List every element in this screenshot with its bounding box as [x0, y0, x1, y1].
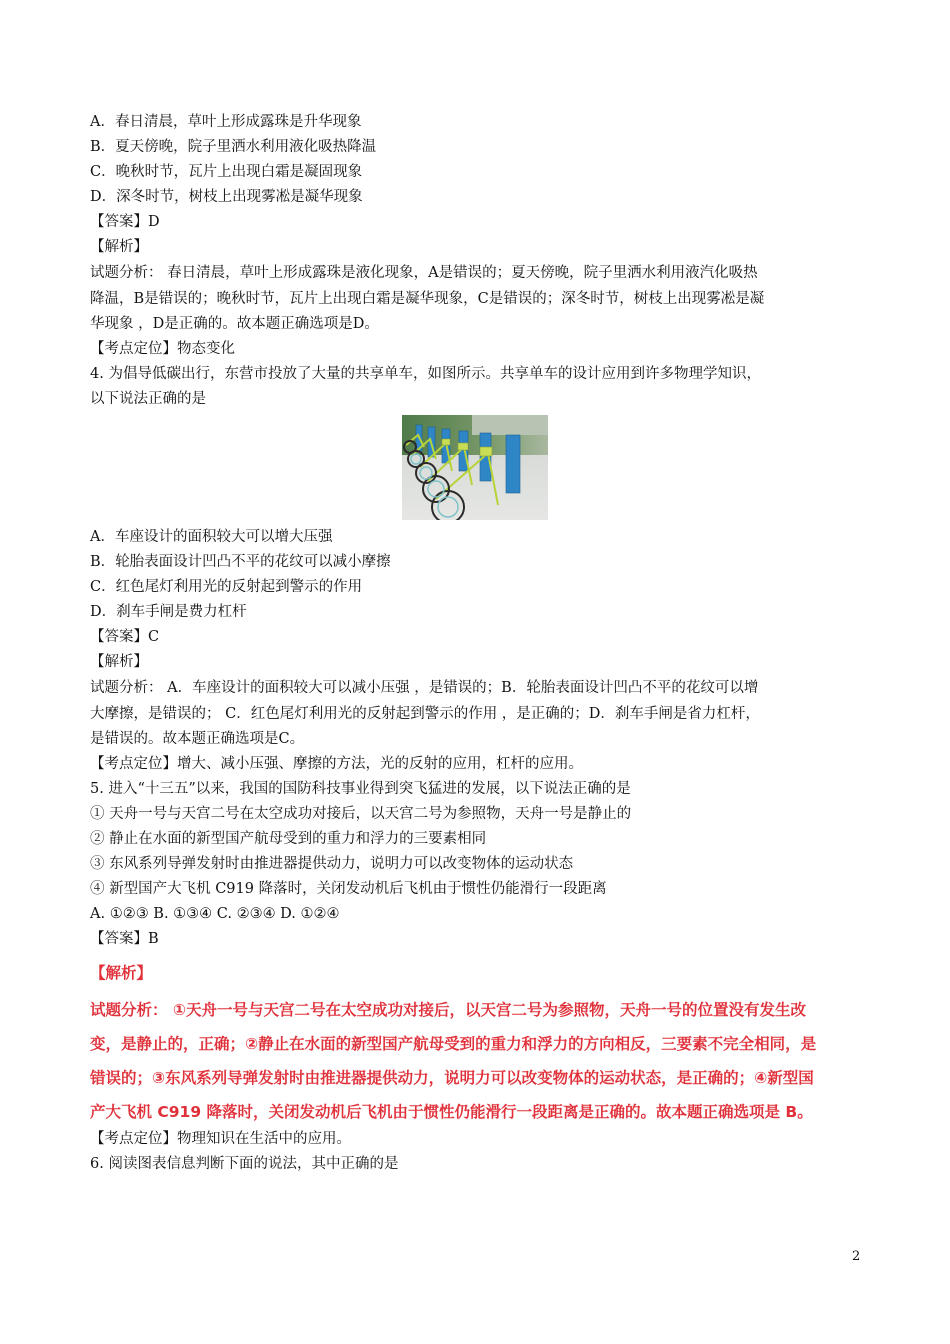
q5-choices: A. ①②③ B. ①③④ C. ②③④ D. ①②④ [90, 906, 340, 922]
q3-option-c: C．晚秋时节，瓦片上出现白霜是凝固现象 [90, 164, 363, 180]
q3-answer: 【答案】D [90, 214, 160, 230]
q5-analysis-title: 【解析】 [90, 964, 153, 982]
q3-analysis-title: 【解析】 [90, 239, 148, 255]
q3-option-b: B．夏天傍晚，院子里洒水利用液化吸热降温 [90, 139, 377, 155]
q3-analysis-line: 降温，B是错误的；晚秋时节，瓦片上出现白霜是凝华现象，C是错误的；深冬时节，树枝上出现雾凇是凝 [90, 291, 765, 307]
q3-option-d: D．深冬时节，树枝上出现雾凇是凝华现象 [90, 189, 363, 205]
q5-kaodian: 【考点定位】物理知识在生活中的应用。 [90, 1131, 351, 1147]
q3-analysis-line: 试题分析： 春日清晨，草叶上形成露珠是液化现象，A是错误的；夏天傍晚，院子里洒水利用液汽化吸热 [90, 265, 758, 281]
q4-stem-line: 以下说法正确的是 [90, 391, 206, 407]
q3-kaodian: 【考点定位】物态变化 [90, 341, 235, 357]
q4-option-d: D．刹车手闸是费力杠杆 [90, 604, 247, 620]
q5-item-1: ① 天舟一号与天宫二号在太空成功对接后，以天宫二号为参照物，天舟一号是静止的 [90, 806, 632, 822]
q5-item-3: ③ 东风系列导弹发射时由推进器提供动力，说明力可以改变物体的运动状态 [90, 856, 574, 872]
q4-option-c: C．红色尾灯利用光的反射起到警示的作用 [90, 579, 363, 595]
q5-item-4: ④ 新型国产大飞机 C919 降落时，关闭发动机后飞机由于惯性仍能滑行一段距离 [90, 881, 607, 897]
q5-analysis-line: 错误的；③东风系列导弹发射时由推进器提供动力，说明力可以改变物体的运动状态，是正确的；④新型国 [90, 1069, 814, 1087]
q5-analysis-line: 产大飞机 C919 降落时，关闭发动机后飞机由于惯性仍能滑行一段距离是正确的。故本题正确选项是 B。 [90, 1103, 813, 1121]
q3-option-a: A．春日清晨，草叶上形成露珠是升华现象 [90, 114, 362, 130]
shared-bicycles-photo [402, 415, 548, 520]
q4-option-b: B．轮胎表面设计凹凸不平的花纹可以减小摩擦 [90, 554, 391, 570]
q5-answer: 【答案】B [90, 931, 159, 947]
q3-analysis-line: 华现象 ，D是正确的。故本题正确选项是D。 [90, 316, 379, 332]
q5-item-2: ② 静止在水面的新型国产航母受到的重力和浮力的三要素相同 [90, 831, 487, 847]
q5-analysis-line: 变，是静止的，正确；②静止在水面的新型国产航母受到的重力和浮力的方向相反，三要素不完全相同，是 [90, 1035, 817, 1053]
q4-analysis-title: 【解析】 [90, 654, 148, 670]
q4-kaodian: 【考点定位】增大、减小压强、摩擦的方法，光的反射的应用，杠杆的应用。 [90, 756, 583, 772]
q5-stem: 5. 进入“十三五”以来，我国的国防科技事业得到突飞猛进的发展，以下说法正确的是 [90, 781, 631, 797]
page-number: 2 [852, 1249, 861, 1264]
q5-analysis-line: 试题分析： ①天舟一号与天宫二号在太空成功对接后，以天宫二号为参照物，天舟一号的位置没有发生改 [90, 1001, 807, 1019]
q4-answer: 【答案】C [90, 629, 160, 645]
q6-stem: 6. 阅读图表信息判断下面的说法，其中正确的是 [90, 1156, 399, 1172]
q4-option-a: A．车座设计的面积较大可以增大压强 [90, 529, 333, 545]
q4-analysis-line: 试题分析： A．车座设计的面积较大可以减小压强 ，是错误的；B．轮胎表面设计凹凸不平的花纹可以增 [90, 680, 759, 696]
q4-stem-line: 4. 为倡导低碳出行，东营市投放了大量的共享单车，如图所示。共享单车的设计应用到许多物理学知识， [90, 366, 761, 382]
q4-analysis-line: 大摩擦，是错误的； C．红色尾灯利用光的反射起到警示的作用 ，是正确的；D．刹车手闸是省力杠杆， [90, 706, 760, 722]
q4-analysis-line: 是错误的。故本题正确选项是C。 [90, 731, 305, 747]
